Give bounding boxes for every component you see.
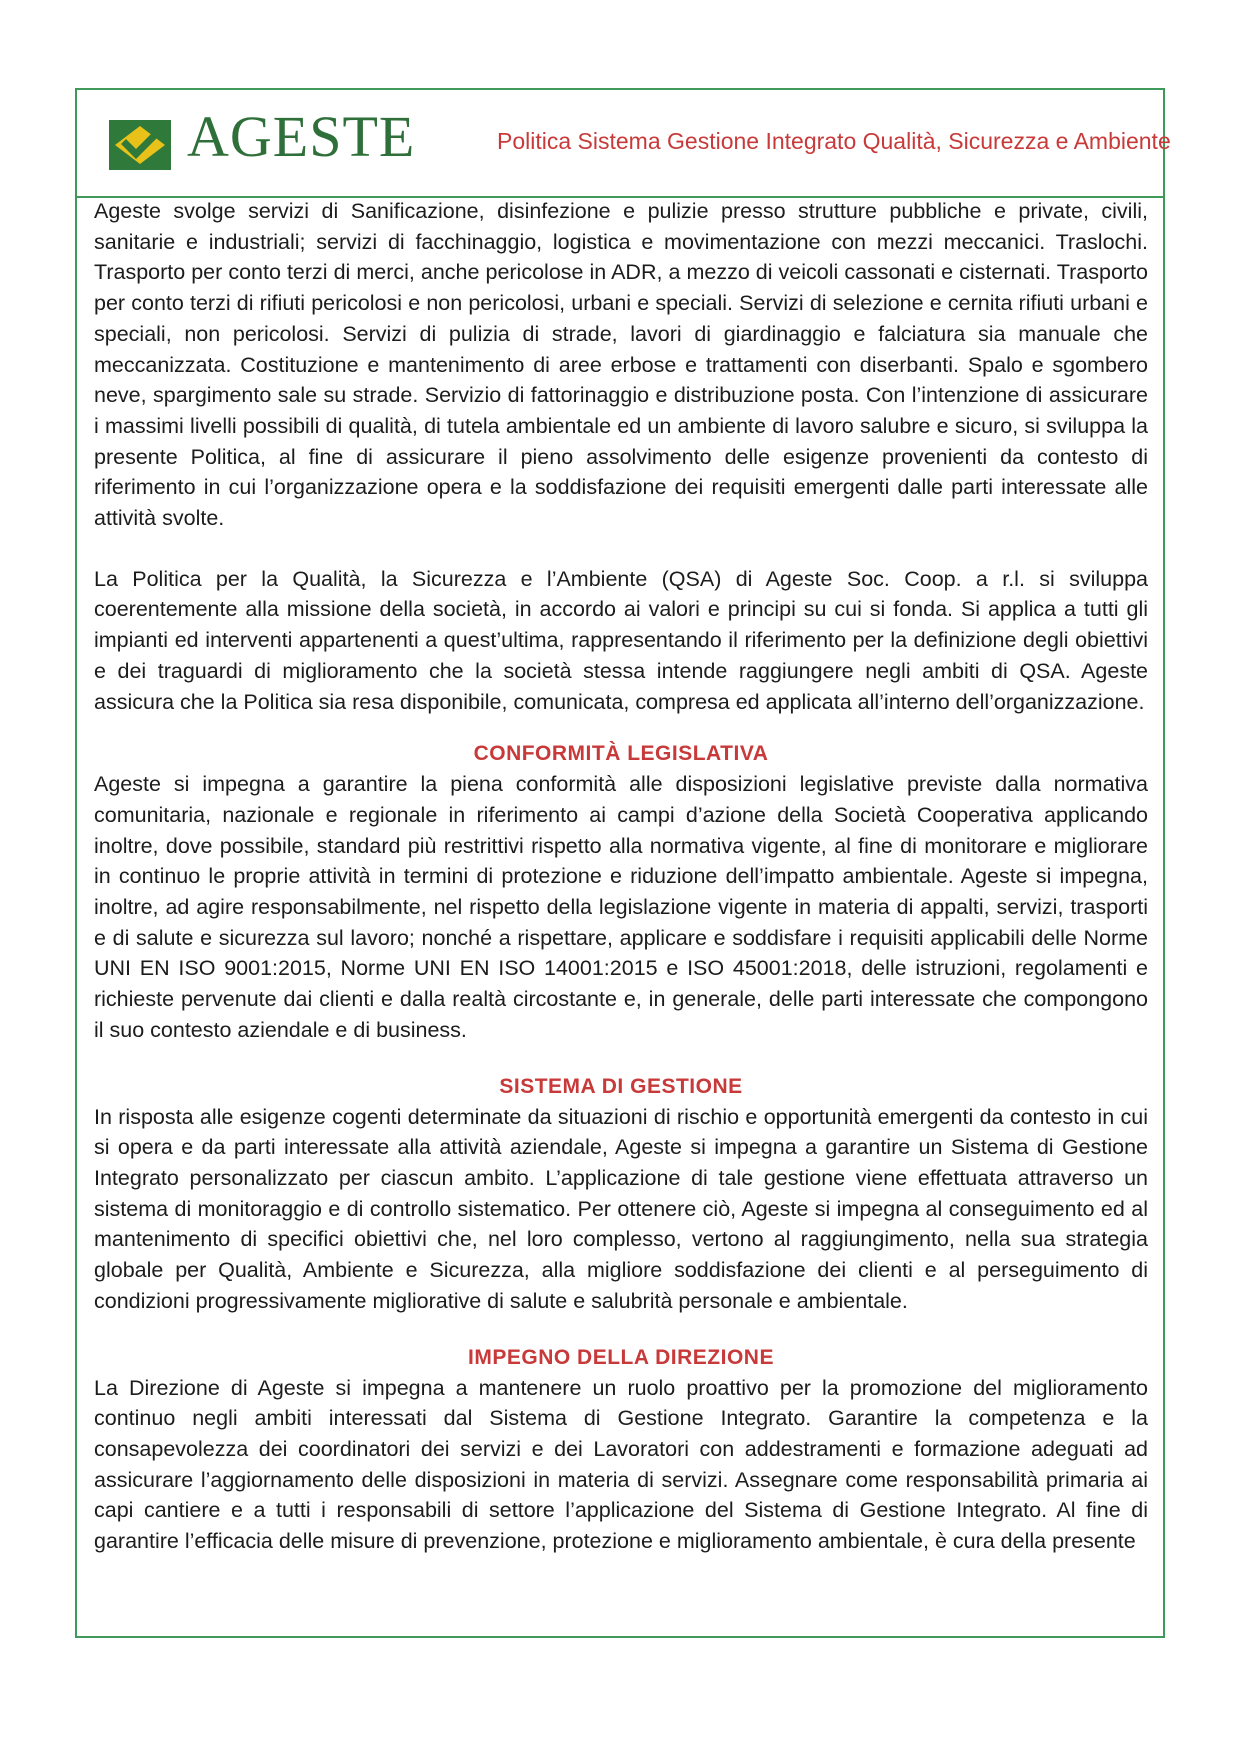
section-text-sistema: In risposta alle esigenze cogenti determinate da situazioni di rischio e opportunità emergenti da contesto in cui si opera e da parti interessate alla attività aziendale, Ageste si impegna a garantire un Sistema di Gestione Integrato personalizzato per ciascun ambito. L’applicazione di tale gestione viene effettuata attraverso un sistema di monitoraggio e di controllo sistematico. Per ottenere ciò, Ageste si impegna al conseguimento ed al mantenimento di specifici obiettivi che, nel loro complesso, vertono al raggiungimento, nella sua strategia globale per Qualità, Ambiente e Sicurezza, alla migliore soddisfazione dei clienti e al perseguimento di condizioni progressivamente migliorative di salute e salubrità personale e ambientale. [94,1104,1148,1313]
section-text-direzione: La Direzione di Ageste si impegna a mantenere un ruolo proattivo per la promozione del miglioramento continuo negli ambiti interessati dal Sistema di Gestione Integrato. Garantire la competenza e la consapevolezza dei coordinatori dei servizi e dei Lavoratori con addestramenti e formazione adeguati ad assicurare l’aggiornamento delle disposizioni in materia di servizi. Assegnare come responsabilità primaria ai capi cantiere e a tutti i responsabili di settore l’applicazione del Sistema di Gestione Integrato. Al fine di garantire l’efficacia delle misure di prevenzione, protezione e miglioramento ambientale, è cura della presente [94,1375,1148,1554]
header [75,88,1171,198]
page-title: Politica Sistema Gestione Integrato Qualità, Sicurezza e Ambiente [497,128,1171,154]
logo-text: AGESTE [187,104,416,169]
section-title-conformita: CONFORMITÀ LEGISLATIVA [473,742,769,766]
policy-paragraph: La Politica per la Qualità, la Sicurezza e l’Ambiente (QSA) di Ageste Soc. Coop. a r.l. si sviluppa coerentemente alla missione della società, in accordo ai valori e principi su cui si fonda. Si applica a tutti gli impianti ed interventi appartenenti a quest’ultima, rappresentando il riferimento per la definizione degli obiettivi e dei traguardi di miglioramento che la società stessa intende raggiungere negli ambiti di QSA. Ageste assicura che la Politica sia resa disponibile, comunicata, compresa ed applicata all’interno dell’organizzazione. [94,566,1148,714]
document-body [94,196,1148,1626]
ageste-logo-icon [109,120,171,170]
intro-paragraph: Ageste svolge servizi di Sanificazione, disinfezione e pulizie presso strutture pubbliche e private, civili, sanitarie e industriali; servizi di facchinaggio, logistica e movimentazione con mezzi meccanici. Traslochi. Trasporto per conto terzi di merci, anche pericolose in ADR, a mezzo di veicoli cassonati e cisternati. Trasporto per conto terzi di rifiuti pericolosi e non pericolosi, urbani e speciali. Servizi di selezione e cernita rifiuti urbani e speciali, non pericolosi. Servizi di pulizia di strade, lavori di giardinaggio e falciatura sia manuale che meccanizzata. Costituzione e mantenimento di aree erbose e trattamenti con diserbanti. Spalo e sgombero neve, spargimento sale su strade. Servizio di fattorinaggio e distribuzione posta. Con l’intenzione di assicurare i massimi livelli possibili di qualità, di tutela ambientale ed un ambiente di lavoro salubre e sicuro, si sviluppa la presente Politica, al fine di assicurare il pieno assolvimento delle esigenze provenienti da contesto di riferimento in cui l’organizzazione opera e la soddisfazione dei requisiti emergenti dalle parti interessate alle attività svolte. [94,199,1148,531]
section-title-sistema: SISTEMA DI GESTIONE [499,1074,743,1098]
section-title-direzione: IMPEGNO DELLA DIREZIONE [468,1345,774,1369]
section-text-conformita: Ageste si impegna a garantire la piena conformità alle disposizioni legislative previste dalla normativa comunitaria, nazionale e regionale in riferimento ai campi d’azione della Società Cooperativa applicando inoltre, dove possibile, standard più restrittivi rispetto alla normativa vigente, al fine di monitorare e migliorare in continuo le proprie attività in termini di protezione e riduzione dell’impatto ambientale. Ageste si impegna, inoltre, ad agire responsabilmente, nel rispetto della legislazione vigente in materia di appalti, servizi, trasporti e di salute e sicurezza sul lavoro; nonché a rispettare, applicare e soddisfare i requisiti applicabili delle Norme UNI EN ISO 9001:2015, Norme UNI EN ISO 14001:2015 e ISO 45001:2018, delle istruzioni, regolamenti e richieste pervenute dai clienti e dalla realtà circostante e, in generale, delle parti interessate che compongono il suo contesto aziendale e di business. [94,772,1148,1042]
